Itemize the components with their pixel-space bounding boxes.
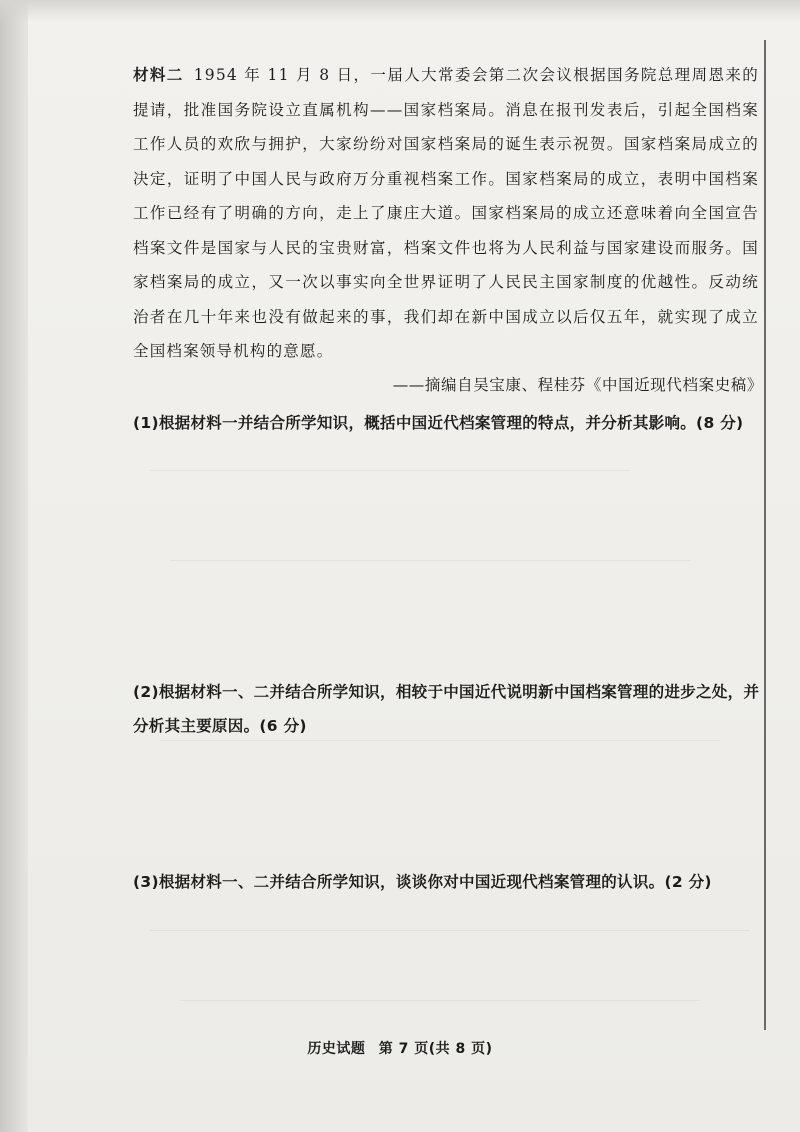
question-3: (3)根据材料一、二并结合所学知识，谈谈你对中国近现代档案管理的认识。(2 分) (133, 873, 712, 891)
material-two-passage (133, 58, 759, 369)
bleed-through-line (170, 560, 690, 561)
footer-page-number: 第 7 页(共 8 页) (378, 1041, 493, 1057)
right-margin-rule (764, 40, 766, 1030)
question-1: (1)根据材料一并结合所学知识，概括中国近代档案管理的特点，并分析其影响。(8 分) (133, 414, 744, 432)
scan-left-edge (0, 0, 28, 1132)
footer-subject: 历史试题 (307, 1041, 366, 1057)
bleed-through-line (150, 470, 630, 471)
bleed-through-line (180, 1000, 700, 1001)
bleed-through-line (150, 930, 750, 931)
page-footer (0, 1038, 800, 1058)
material-two-title: 材料二 (133, 66, 184, 84)
question-2: (2)根据材料一、二并结合所学知识，相较于中国近代说明新中国档案管理的进步之处，并分析其主要原因。(6 分) (133, 683, 760, 735)
material-two-body: 1954 年 11 月 8 日，一届人大常委会第二次会议根据国务院总理周恩来的提请，批准国务院设立直属机构——国家档案局。消息在报刊发表后，引起全国档案工作人员的欢欣与拥护，大家纷纷对国家档案局的诞生表示祝贺。国家档案局成立的决定，证明了中国人民与政府万分重视档案工作。国家档案局的成立，表明中国档案工作已经有了明确的方向，走上了康庄大道。国家档案局的成立还意味着向全国宣告档案文件是国家与人民的宝贵财富，档案文件也将为人民利益与国家建设而服务。国家档案局的成立，又一次以事实向全世界证明了人民民主国家制度的优越性。反动统治者在几十年来也没有做起来的事，我们却在新中国成立以后仅五年，就实现了成立全国档案领导机构的意愿。 (133, 66, 759, 360)
scan-top-edge (0, 0, 800, 22)
material-two-source: ——摘编自吴宝康、程桂芬《中国近现代档案史稿》 (392, 376, 763, 394)
